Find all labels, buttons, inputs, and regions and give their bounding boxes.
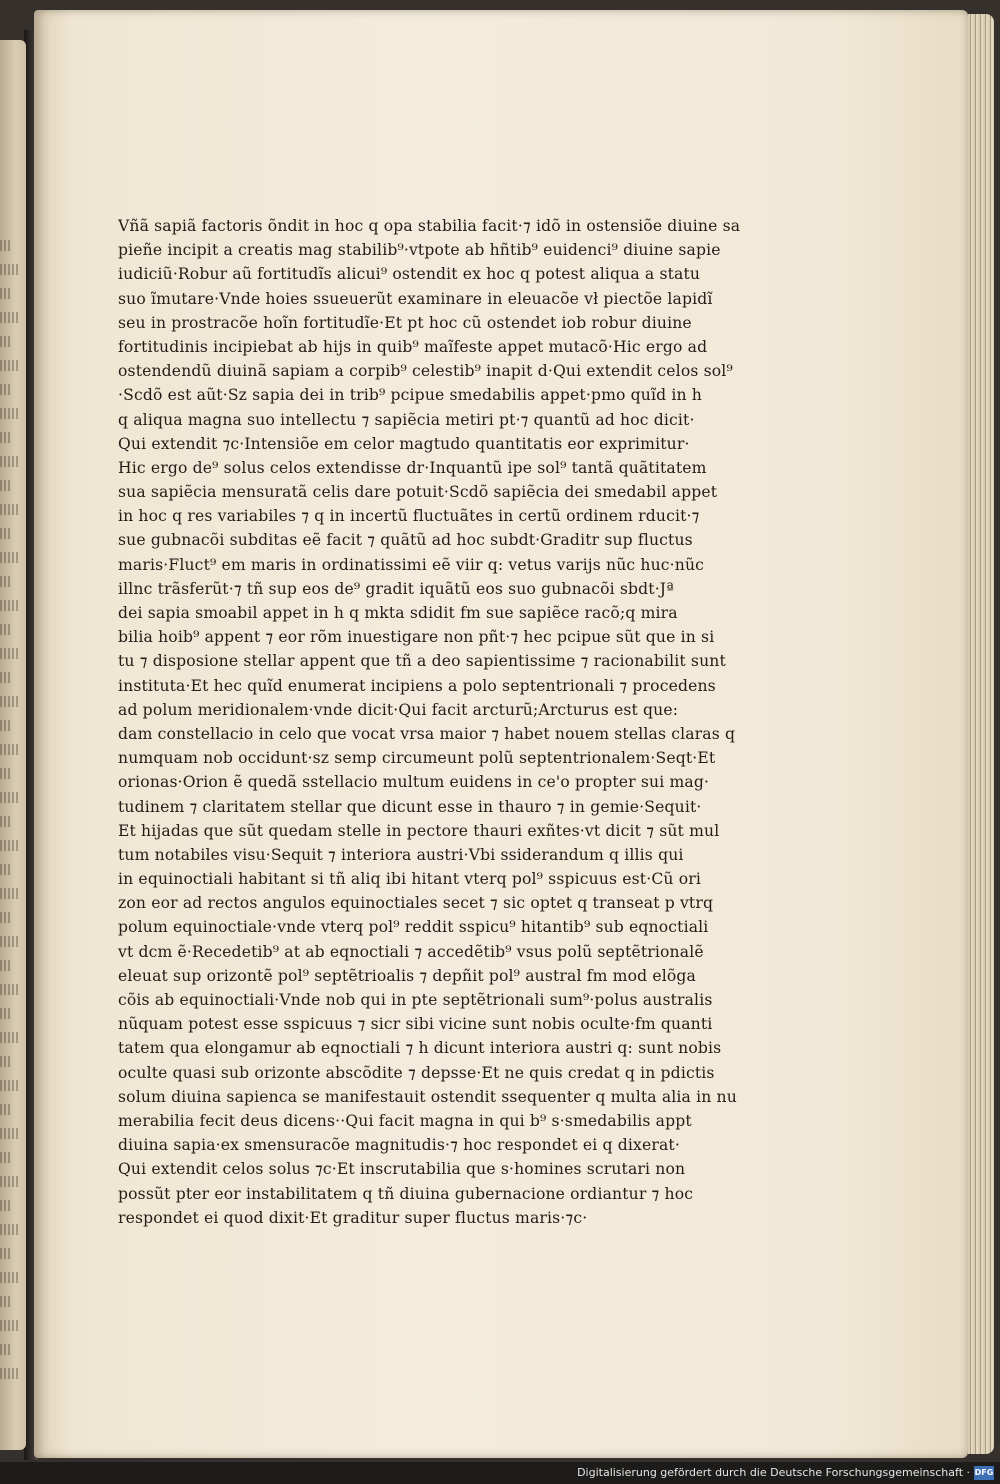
facing-page-text-fragment [0, 624, 12, 635]
text-line: bilia hoib⁹ appent ⁊ eor rõm inuestigare non pñt·⁊ hec pcipue sũt que in si [118, 628, 715, 647]
text-line: nũquam potest esse sspicuus ⁊ sicr sibi vicine sunt nobis oculte·fm quanti [118, 1015, 713, 1034]
facing-page-text-fragment [0, 816, 12, 827]
facing-page-text-fragment [0, 768, 12, 779]
facing-page-text-fragment [0, 1032, 19, 1043]
facing-page-text-fragment [0, 888, 19, 899]
text-line: fortitudinis incipiebat ab hijs in quib⁹ maĩfeste appet mutacõ·Hic ergo ad [118, 337, 708, 356]
facing-page-text-fragment [0, 600, 19, 611]
facing-page-text-fragment [0, 384, 12, 395]
text-line: sua sapiẽcia mensuratã celis dare potuit·Scdõ sapiẽcia dei smedabil appet [118, 483, 718, 502]
text-line: respondet ei quod dixit·Et graditur super fluctus maris·⁊c· [118, 1208, 588, 1227]
facing-page-text-fragment [0, 696, 19, 707]
page-fore-edge [968, 14, 994, 1454]
facing-page-text-fragment [0, 1296, 12, 1307]
text-line: tudinem ⁊ claritatem stellar que dicunt esse in thauro ⁊ in gemie·Sequit· [118, 797, 702, 816]
facing-page-text-fragment [0, 312, 19, 323]
facing-page-text-fragment [0, 984, 19, 995]
text-line: merabilia fecit deus dicens··Qui facit magna in qui b⁹ s·smedabilis appt [118, 1111, 692, 1130]
text-line: dam constellacio in celo que vocat vrsa maior ⁊ habet nouem stellas claras q [118, 724, 736, 743]
facing-page-text-fragment [0, 1056, 12, 1067]
text-line: suo ĩmutare·Vnde hoies ssueuerũt examinare in eleuacõe vł piectõe lapidĩ [118, 289, 713, 308]
text-line: in equinoctiali habitant si tñ aliq ibi hitant vterq pol⁹ sspicuus est·Cũ ori [118, 870, 701, 889]
facing-page-text-fragment [0, 960, 12, 971]
facing-page-text-fragment [0, 504, 19, 515]
text-line: vt dcm ẽ·Recedetib⁹ at ab eqnoctiali ⁊ accedẽtib⁹ vsus polũ septẽtrionalẽ [118, 942, 704, 961]
facing-page-text-fragment [0, 1104, 12, 1115]
text-line: iudiciũ·Robur aũ fortitudĩs alicui⁹ ostendit ex hoc q potest aliqua a statu [118, 265, 701, 284]
facing-page-text-fragment [0, 336, 12, 347]
facing-page-edge [0, 40, 26, 1450]
text-line: solum diuina sapienca se manifestauit ostendit ssequenter q multa alia in nu [118, 1087, 737, 1106]
facing-page-text-fragment [0, 456, 19, 467]
text-line: eleuat sup orizontẽ pol⁹ septẽtrioalis ⁊ depñit pol⁹ austral fm mod elõga [118, 966, 697, 985]
text-line: illnc trãsferũt·⁊ tñ sup eos de⁹ gradit iquãtũ eos suo gubnacõi sbdt·Jª [118, 579, 674, 598]
text-line: seu in prostracõe hoĩn fortitudĩe·Et pt hoc cũ ostendet iob robur diuine [118, 313, 692, 332]
facing-page-text-fragment [0, 408, 19, 419]
facing-page-text-fragment [0, 528, 12, 539]
text-line: Qui extendit ⁊c·Intensiõe em celor magtudo quantitatis eor exprimitur· [118, 434, 690, 453]
facing-page-text-fragment [0, 912, 12, 923]
text-line: zon eor ad rectos angulos equinoctiales secet ⁊ sic optet q transeat p vtrq [118, 894, 714, 913]
facing-page-text-fragment [0, 1272, 19, 1283]
text-line: cõis ab equinoctiali·Vnde nob qui in pte septẽtrionali sum⁹·polus australis [118, 991, 713, 1009]
text-line: maris·Fluct⁹ em maris in ordinatissimi eẽ viir q: vetus varijs nũc huc·nũc [118, 555, 705, 574]
facing-page-text-fragment [0, 1200, 12, 1211]
text-line: Qui extendit celos solus ⁊c·Et inscrutabilia que s·homines scrutari non [118, 1160, 686, 1179]
text-line: tatem qua elongamur ab eqnoctiali ⁊ h dicunt interiora austri q: sunt nobis [118, 1039, 722, 1058]
text-line: ad polum meridionalem·vnde dicit·Qui facit arcturũ;Arcturus est que: [118, 700, 679, 719]
text-line: pieñe incipit a creatis mag stabilib⁹·vtpote ab hñtib⁹ euidenci⁹ diuine sapie [118, 241, 721, 260]
facing-page-text-fragment [0, 936, 19, 947]
facing-page-text-fragment [0, 1128, 19, 1139]
facing-page-text-fragment [0, 1224, 19, 1235]
text-line: sue gubnacõi subditas eẽ facit ⁊ quãtũ ad hoc subdt·Graditr sup fluctus [118, 531, 693, 550]
facing-page-text-fragment [0, 840, 19, 851]
facing-page-text-fragment [0, 1344, 12, 1355]
facing-page-text-fragment [0, 744, 19, 755]
incunabulum-text-block [118, 214, 768, 1230]
dfg-logo: DFG [974, 1466, 994, 1480]
facing-page-text-fragment [0, 240, 12, 251]
text-line: Et hijadas que sũt quedam stelle in pectore thauri exñtes·vt dicit ⁊ sũt mul [118, 821, 720, 840]
facing-page-text-fragment [0, 264, 19, 275]
facing-page-text-fragment [0, 288, 12, 299]
facing-page-text-fragment [0, 432, 12, 443]
text-line: tu ⁊ disposione stellar appent que tñ a deo sapientissime ⁊ racionabilit sunt [118, 652, 726, 671]
text-line: diuina sapia·ex smensuracõe magnitudis·⁊ hoc respondet ei q dixerat· [118, 1136, 680, 1155]
facing-page-text-fragment [0, 1152, 12, 1163]
digitization-credit: Digitalisierung gefördert durch die Deutsche Forschungsgemeinschaft · [577, 1466, 970, 1479]
text-line: possũt pter eor instabilitatem q tñ diuina gubernacione ordiantur ⁊ hoc [118, 1184, 694, 1203]
facing-page-text-fragment [0, 1008, 12, 1019]
facing-page-text-fragment [0, 1368, 19, 1379]
facing-page-text-fragment [0, 480, 12, 491]
text-line: Vñã sapiã factoris õndit in hoc q opa stabilia facit·⁊ idõ in ostensiõe diuine sa [118, 217, 741, 235]
facing-page-text-fragment [0, 864, 12, 875]
text-line: ostendendũ diuinã sapiam a corpib⁹ celestib⁹ inapit d·Qui extendit celos sol⁹ [118, 362, 733, 381]
text-line: Hic ergo de⁹ solus celos extendisse dr·Inquantũ ipe sol⁹ tantã quãtitatem [118, 458, 707, 477]
facing-page-text-fragment [0, 552, 19, 563]
text-line: in hoc q res variabiles ⁊ q in incertũ fluctuãtes in certũ ordinem rducit·⁊ [118, 507, 700, 526]
text-line: numquam nob occidunt·sz semp circumeunt polũ septentrionalem·Seqt·Et [118, 749, 716, 768]
facing-page-text-fragment [0, 672, 12, 683]
text-line: q aliqua magna suo intellectu ⁊ sapiẽcia metiri pt·⁊ quantũ ad hoc dicit· [118, 410, 695, 429]
text-line: ·Scdõ est aũt·Sz sapia dei in trib⁹ pcipue smedabilis appet·pmo quĩd in h [118, 386, 703, 405]
text-line: polum equinoctiale·vnde vterq pol⁹ reddit sspicu⁹ hitantib⁹ sub eqnoctiali [118, 918, 709, 937]
facing-page-text-fragment [0, 648, 19, 659]
facing-page-text-fragment [0, 1176, 19, 1187]
text-line: oculte quasi sub orizonte abscõdite ⁊ depsse·Et ne quis credat q in pdictis [118, 1063, 715, 1082]
text-line: tum notabiles visu·Sequit ⁊ interiora austri·Vbi ssiderandum q illis qui [118, 845, 684, 864]
facing-page-text-fragment [0, 792, 19, 803]
text-line: instituta·Et hec quĩd enumerat incipiens a polo septentrionali ⁊ procedens [118, 676, 716, 695]
text-line: dei sapia smoabil appet in h q mkta sdidit fm sue sapiẽce racõ;q mira [118, 604, 678, 622]
text-line: orionas·Orion ẽ quedã sstellacio multum euidens in ce'o propter sui mag· [118, 773, 710, 792]
facing-page-text-fragment [0, 1248, 12, 1259]
facing-page-text-fragment [0, 360, 19, 371]
facing-page-text-fragment [0, 576, 12, 587]
facing-page-text-fragment [0, 720, 12, 731]
facing-page-text-fragment [0, 1080, 19, 1091]
facing-page-text-fragment [0, 1320, 19, 1331]
